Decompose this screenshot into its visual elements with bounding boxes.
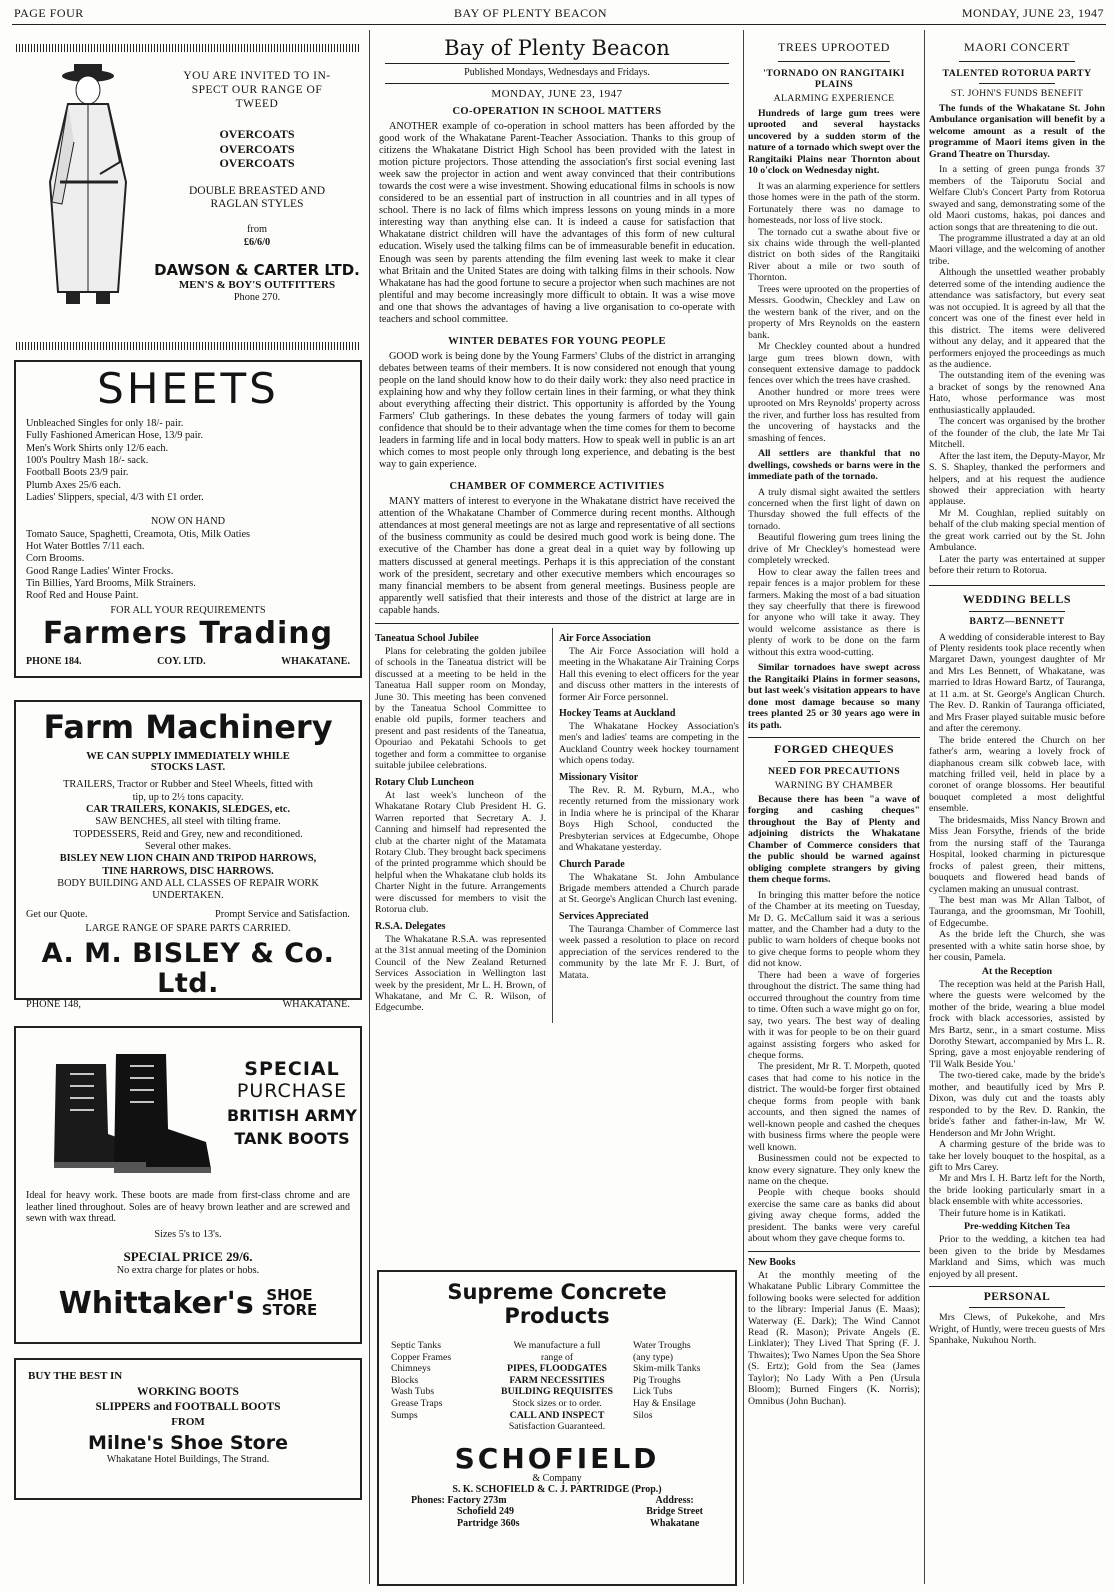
ad-sheets [14,360,362,678]
shoe: SHOE [266,1285,313,1304]
milnes-brand: Milne's Shoe Store [88,1432,288,1454]
company: & Company [532,1472,582,1484]
tweed-invite-1: YOU ARE INVITED TO IN- [183,70,331,82]
page-date: MONDAY, JUNE 23, 1947 [961,6,1104,20]
tweed-invite-2: SPECT OUR RANGE OF [191,83,323,96]
machinery-line: CAR TRAILERS, KONAKIS, SLEDGES, etc. [85,803,291,815]
cheques-para: Businessmen could not be expected to know every signature. They only knew the name on the cheque. [748,1153,920,1187]
buy-best: BUY THE BEST IN [28,1370,123,1382]
maori-para: The programme illustrated a day at an old Maori village, and the welcoming of another tribe. [929,232,1105,267]
books-title: New Books [748,1256,796,1268]
brief-text: The Whakatane St. John Ambulance Brigade members attended a Church parade at St. George's Anglican Church last evening. [559,871,739,906]
farmers-trading-brand: Farmers Trading [42,616,334,652]
overcoats-3: OVERCOATS [219,156,295,171]
product: Chimneys [391,1363,431,1375]
trees-lead: Hundreds of large gum trees were uprooted and several haystacks uncovered by a sudden storm of the nature of a tornado which swept over the Rangitaiki Plains near Thornton about 10 o'clock on Wednesday night. [748,108,920,177]
brief-title: Taneatua School Jubilee [375,632,479,644]
hatch-rule [16,342,360,350]
machinery-line: TOPDESSERS, Reid and Grey, new and reconditioned. [73,828,303,840]
brief-title: Services Appreciated [559,910,649,922]
price: £6/6/0 [243,236,271,248]
mid-line: We manufacture a full [513,1340,601,1352]
mid-line: PIPES, FLOODGATES [507,1363,607,1375]
mid-line: FARM NECESSITIES [509,1374,605,1386]
headline-chamber: CHAMBER OF COMMERCE ACTIVITIES [449,481,665,493]
mid-line: BUILDING REQUISITES [501,1386,613,1398]
purchase: PURCHASE [236,1080,348,1102]
store: STORE [261,1301,318,1320]
product: Skim-milk Tanks [633,1363,701,1375]
brief-title: Rotary Club Luncheon [375,776,474,788]
trees-para: How to clear away the fallen trees and repair fences is a major problem for these farmers. Making the most of a bad situation they say cheerfully that there is firewood for anyone who will take it away. They would welcome assistance as there is plenty of work to be done on the farm without this extra wood-cutting. [748,566,920,658]
boots-sizes: Sizes 5's to 13's. [154,1229,222,1241]
wedding-headline: WEDDING BELLS [962,591,1072,606]
quote: Get our Quote. [26,908,88,920]
supply-line-2: STOCKS LAST. [150,762,226,774]
tweed-invite-3: TWEED [235,97,279,110]
maori-para: Mr M. Coughlan, replied suitably on behalf of the club making special mention of the great work carried out by the St. John Ambulance. [929,507,1105,554]
sheets-item: Unbleached Singles for only 18/- pair. [26,418,184,429]
sheets-item: Men's Work Shirts only 12/6 each. [26,442,169,454]
trees-bold: Similar tornadoes have swept across the Rangitaiki Plains in former seasons, but last week's visitation appears to have done most damage because so many trees planted 25 or 30 years ago were in its path. [748,662,920,731]
trees-para: A truly dismal sight awaited the settlers concerned when the first light of dawn on Thursday showed the full effects of the tornado. [748,486,920,532]
briefs-right [559,628,739,1023]
editorial-date: MONDAY, JUNE 23, 1947 [491,88,623,100]
firm-name: DAWSON & CARTER LTD. [154,260,360,279]
masthead: Bay of Plenty Beacon [444,36,670,60]
milnes-address: Whakatane Hotel Buildings, The Strand. [106,1454,270,1465]
sheets-item: Fully Fashioned American Hose, 13/9 pair. [26,430,204,442]
wedding-para: A wedding of considerable interest to Bay of Plenty residents took place recently when Margaret Dawn, youngest daughter of Mr and Mrs Les Bennett, of Whakatane, was married to Idras Howard Bartz, of Tauranga, at 11 a.m. at St. George's Anglican Church. The Rev. D. Rankin of Tauranga officiated, and Mrs Fraser played suitable music before and after the ceremony. [929,631,1105,735]
hatch-rule [16,44,360,52]
reception-subhead: At the Reception [981,965,1053,977]
product: Sumps [391,1409,418,1421]
style-2: RAGLAN STYLES [210,198,304,211]
machinery-line: SAW BENCHES, all steel with tilting frame. [95,816,281,828]
wedding-para: The bridesmaids, Miss Nancy Brown and Miss Jean Forsythe, friends of the bride from the nursing staff of the Tauranga Hospital, looked charming in picturesque frocks of palest green, their mittens, bouquets and flowered head bands of cyclamen making an unusual contrast. [929,814,1105,895]
special: SPECIAL [244,1058,340,1080]
address-town: Whakatane [649,1517,700,1529]
concrete-title-1: Supreme Concrete [447,1280,667,1304]
maori-para: The concert was organised by the brother of the founder of the club, the late Mr Tai Mitchell. [929,416,1105,451]
column-divider [369,30,370,1584]
whittakers-brand: Whittaker's [58,1285,254,1321]
sheets-item: Hot Water Bottles 7/11 each. [26,541,145,553]
cheques-subhead-2: WARNING BY CHAMBER [774,780,894,792]
machinery-line: TRAILERS, Tractor or Rubber and Steel Wheels, fitted with [63,779,313,791]
machinery-title: Farm Machinery [43,708,333,746]
proprietors: S. K. SCHOFIELD & C. J. PARTRIDGE (Prop.) [452,1483,662,1495]
phone-factory: Phones: Factory 273m [411,1494,507,1506]
cheques-para: The president, Mr R. T. Morpeth, quoted cases that had come to his notice in the district. The would-be forger first obtained cheque forms from people with bank accounts, and then signed the names of well-known people and cashed the cheques with business firms where the people were well known. [748,1061,920,1153]
boots-description: Ideal for heavy work. These boots are made from first-class chrome and are leather lined throughout. Soles are of heavy brown leather and are screwed and sewn with wax thread. [26,1190,350,1225]
brief-text: The Air Force Association will hold a meeting in the Whakatane Air Training Corps Hall this evening to elect officers for the year and discuss other matters in the interests of former Air Force personnel. [559,645,739,703]
product: Wash Tubs [391,1386,435,1398]
article-debates: GOOD work is being done by the Young Farmers' Clubs of the district in arranging debates between teams of their members. It is now considered not enough that young people on the land should know how to do their daily work: they also need practice in explaining how and why they follow certain lines in their farming, or what they think about everything affecting their district. This opportunity is afforded by the Young Farmers' Club gatherings. In these debates the young farmers of today will gain confidence that should be to their advantage when the time comes for them to become leaders in farming life and in local body matters. How to speak well in public is an art which comes to most people only through long experience, and debating is the best way to gain experience. [379,350,735,471]
machinery-line: BODY BUILDING AND ALL CLASSES OF REPAIR WORK [57,877,319,889]
trees-para: Mr Checkley counted about a hundred large gum trees blown down, with consequent extensive damage to paddock fences over which the trees have crashed. [748,341,920,387]
brief-title: Hockey Teams at Auckland [559,708,676,719]
phone-partridge: Partridge 360s [457,1517,520,1529]
spare-parts: LARGE RANGE OF SPARE PARTS CARRIED. [85,922,291,934]
sheets-item: Tin Billies, Yard Brooms, Milk Strainers. [26,578,196,590]
sheets-item: Good Range Ladies' Winter Frocks. [26,565,174,577]
cheques-lead: Because there has been "a wave of forging and cashing cheques" throughout the Bay of Plenty and adjoining districts the Whakatane Chamber of Commerce considers that the public should be warned against obliging complete strangers by giving them cheque forms. [748,794,920,886]
maori-headline: MAORI CONCERT [963,40,1071,54]
supply-line-1: WE CAN SUPPLY IMMEDIATELY WHILE [86,751,290,763]
social-column [929,32,1105,1587]
brief-title: R.S.A. Delegates [375,920,446,932]
wedding-subhead: BARTZ—BENNETT [969,615,1065,627]
bisley-brand: A. M. BISLEY & Co. Ltd. [41,938,335,999]
wedding-para: A charming gesture of the bride was to take her lovely bouquet to the hospital, as a gift to Mrs Carey. [929,1139,1105,1173]
kitchen-tea-subhead: Pre-wedding Kitchen Tea [964,1221,1070,1233]
sheets-item: Roof Red and House Paint. [26,590,139,602]
wedding-para: The two-tiered cake, made by the bride's mother, and beautifully iced by Mrs P. Dixon, was duly cut and the toasts ably responded to by the Rev. D. Rankin, the bride's father and father-in-law, Mr W. Henderson and Mr John Wright. [929,1070,1105,1139]
maori-lead: The funds of the Whakatane St. John Ambulance organisation will benefit by a welcome amount as a result of the programme of Maori items given in the Grand Theatre on Thursday. [929,103,1105,160]
sheets-item: Corn Brooms. [26,553,85,565]
product: (any type) [633,1351,673,1363]
overcoats-1: OVERCOATS [219,127,295,142]
cheques-headline: FORGED CHEQUES [773,742,894,757]
cheques-para: People with cheque books should exercise the same care as banks did about giving away cheque forms, added the president. The banks were very careful about whom they gave cheque forms to. [748,1187,920,1245]
ad-supreme-concrete [377,1270,737,1586]
brief-text: The Whakatane Hockey Association's men's and ladies' teams are competing in the Auckland Country week hockey tournament which opens today. [559,721,739,767]
maori-subhead-2: ST. JOHN'S FUNDS BENEFIT [950,88,1084,99]
sheets-item: Plumb Axes 25/6 each. [26,479,121,491]
trees-para: Trees were uprooted on the properties of Messrs. Goodwin, Checkley and Law on the western bank of the river, and on the property of Mrs Reynolds on the eastern bank. [748,283,920,341]
trees-headline: TREES UPROOTED [777,40,891,54]
wedding-para: Prior to the wedding, a kitchen tea had been given to the bride by Mesdames Markland and Sims, which was much enjoyed by all present. [929,1234,1105,1280]
publication-days: Published Mondays, Wednesdays and Fridays. [464,67,650,78]
wedding-para: The reception was held at the Parish Hall, where the guests were welcomed by the mother of the bride, wearing a blue model frock with black accessories, assisted by Mrs Bartz, senr., in a smart costume. Miss Dorothy Stewart, accompanied by Mrs L. R. Spring, gave a most enjoyable rendering of 'I'll Walk Beside You.' [929,978,1105,1070]
maori-para: Later the party was entertained at supper before their return to Rotorua. [929,553,1105,577]
wedding-para: Mr and Mrs I. H. Bartz left for the North, the bride looking particularly smart in a black ensemble with white accessories. [929,1173,1105,1208]
ad-milnes [14,1358,362,1500]
brief-title: Air Force Association [559,632,651,644]
address-label: Address: [655,1494,694,1506]
product: Pig Troughs [633,1374,681,1386]
article-school: ANOTHER example of co-operation in school matters has been afforded by the good work of the Whakatane Parent-Teacher Association. Thanks to this group of citizens the Whakatane District High School has been provided with the latest in motion picture projectors. Those attending the association's first social evening last week saw the projector in action and went away convinced that their contributions towards the cost were a wise investment. Showing educational films in schools is now considered to be an essential part of instruction in all countries and in all types of school. There is no lack of films which impress lessons on young minds in a more interesting way than anything else can. It is indeed a cause for satisfaction that Whakatane district children will have the advantages of this form of new cultural education. Wisely used the talking films can be of immeasurable benefit in education. Enough was seen by parents attending the film evening last week to make it clear what Britain and the United States are doing with talking films in their schools. Now Whakatane has had the good fortune to secure a projector when such machines are not plentiful and may become increasingly more difficult to obtain. It was a wise move and one that shows the advantages of having a live organisation to co-operate with teachers and school committee. [379,121,735,325]
boots-price: SPECIAL PRICE 29/6. [123,1249,253,1265]
cheques-subhead: NEED FOR PRECAUTIONS [767,766,901,778]
brief-text: Plans for celebrating the golden jubilee of schools in the Taneatua district will be discussed at a meeting to be held in the Taneatua Hall supper room on Monday, June 30. This meeting has been convened by the Taneatua School Committee to enable old pupils, former teachers and present and past residents of the Taneatua, Opouriao and Pekatahi Schools to get together and form a committee to organise suitable jubilee celebrations. [375,645,546,772]
ad-farm-machinery [14,700,362,1010]
man-in-overcoat-illustration [30,62,150,312]
product: Silos [633,1409,653,1421]
working-boots: WORKING BOOTS [137,1386,239,1398]
prompt-service: Prompt Service and Satisfaction. [215,908,350,920]
brief-text: The Tauranga Chamber of Commerce last week passed a resolution to place on record appreciation of the services rendered to the community by the late Mr F. J. Burt, of Matata. [559,923,739,981]
mid-line: Satisfaction Guaranteed. [508,1421,606,1433]
phone: PHONE 148, [26,998,81,1010]
sheets-item: Ladies' Slippers, special, 4/3 with £1 order. [26,492,204,504]
page-header [14,6,1104,24]
article-chamber: MANY matters of interest to everyone in the Whakatane district have received the attention of the Whakatane Chamber of Commerce during recent months. Although attendances at most general meetings are not as large and representative of all sections of the business community as could be desired much good work is being done. The executive of the Chamber has done a great deal in a quiet way by following up matters discussed at general meetings. Perhaps it is this appreciation of the constant work of the president, secretary and other executive members which encourages so many financial members to be absent from general meetings. Business people are apparently well satisfied that their interests and those of the district at large are in capable hands. [379,496,735,616]
trees-para: It was an alarming experience for settlers those homes were in the path of the storm. Fortunately there was no damage to homesteads, nor loss of live stock. [748,180,920,227]
machinery-line: BISLEY NEW LION CHAIN AND TRIPOD HARROWS, [59,853,317,865]
town: WHAKATANE. [282,998,350,1010]
overcoats-2: OVERCOATS [219,141,295,156]
brief-text: At last week's luncheon of the Whakatane Rotary Club President H. G. Warren reported that Secretary A. J. Canning and himself had represented the club at the charter night of the Matamata Rotary Club. They brought back specimens of the printed programme which should be helpful when the Whakatane club holds its Charter Night in the future. Arrangements were discussed for members to visit the Rotorua club. [375,789,546,916]
cheques-para: There had been a wave of forgeries throughout the district. The same thing had occurred throughout the country from time to time. Often such a wave might go on for, say, two years. The best way of dealing with it was for people to be on their guard against assisting forgers who asked for cheque forms. [748,969,920,1061]
phone: PHONE 184. [26,655,82,667]
coy: COY. LTD. [157,655,206,667]
british-army: BRITISH ARMY [226,1106,358,1125]
briefs-left [375,628,546,1023]
product: Water Troughs [633,1340,691,1352]
ads-column [12,32,364,1587]
on-hand: NOW ON HAND [150,516,226,528]
machinery-line: TINE HARROWS, DISC HARROWS. [102,865,274,877]
maori-para: In a setting of green punga fronds 37 members of the Taiporutu Social and Welfare Club's Concert Party from Rotorua swayed and sang, demonstrating some of the old Maori customs, hakas, poi dances and action songs that are threatening to die out. [929,164,1105,233]
ad-tank-boots [14,1026,362,1344]
schofield-brand: SCHOFIELD [454,1441,660,1475]
product: Grease Traps [391,1398,443,1410]
headline-debates: WINTER DEBATES FOR YOUNG PEOPLE [448,335,666,347]
product: Lick Tubs [633,1386,673,1398]
product: Blocks [391,1374,419,1386]
from: FROM [171,1416,205,1428]
mid-line: range of [540,1351,574,1363]
personal-headline: PERSONAL [983,1291,1051,1304]
ad-tweed [12,62,364,332]
mid-line: Stock sizes or to order. [512,1398,602,1410]
maori-subhead: TALENTED ROTORUA PARTY [942,68,1092,79]
paper-name: BAY OF PLENTY BEACON [454,6,608,20]
product: Septic Tanks [391,1340,442,1352]
product: Hay & Ensilage [633,1398,696,1410]
sheets-item: 100's Poultry Mash 18/- sack. [26,455,149,467]
books-text: At the monthly meeting of the Whakatane Public Library Committee the following books were selected for addition to the library: Imperial Janus (E. Maas); Waterway (E. Dark); The Wind Cannot Read (R. Mason); Private Angels (E. Linklater); They Lived That Spring (F. J. Thwaites); Two Names Upon the Sea Shore (S. Ertz); Gold from the Sea (James Taylor); No Lady With a Pen (Ursula Bloom); Burned Fingers (K. Norris); Omnibus (John Buchan). [748,1269,920,1407]
cheques-para: In bringing this matter before the notice of the Chamber at its meeting on Tuesday, Mr D. G. McCallum said it was a serious matter, and the Chamber had a duty to the public to warn holders of cheque books not to give cheque forms to people whom they did not know. [748,889,920,970]
header-rule [12,24,1106,25]
concrete-title-2: Products [504,1304,610,1329]
trees-subhead: 'TORNADO ON RANGITAIKI PLAINS [763,68,905,90]
editorial-column [375,32,739,1587]
machinery-line: Several other makes. [144,840,232,852]
sheets-title: SHEETS [97,364,279,413]
phone: Phone 270. [233,292,281,304]
mid-line: CALL AND INSPECT [509,1409,605,1421]
town: WHAKATANE. [281,655,350,667]
brief-title: Missionary Visitor [559,771,639,783]
sheets-item: Football Boots 23/9 pair. [26,467,129,479]
brief-text: The Whakatane R.S.A. was represented at the 31st annual meeting of the Dominion Council of the New Zealand Returned Services Association in Wellington last week by the president, Mr L. H. Brown, of Whakatane, and Mr C. R. Wilson, of Edgecumbe. [375,933,546,1014]
machinery-line: tip, up to 2½ tons capacity. [132,791,244,803]
wedding-para: The best man was Mr Allan Talbot, of Tauranga, and the groomsman, Mr Toohill, of Edgecumbe. [929,895,1105,929]
trees-para: Another hundred or more trees were uprooted on Mrs Reynolds' property across the river, and further loss has resulted from the uncovering of haystacks and the smashing of fences. [748,386,920,444]
wedding-para: Their future home is in Katikati. [939,1207,1066,1219]
boots-illustration [46,1034,216,1184]
column-divider [924,30,925,1584]
outfitters: MEN'S & BOY'S OUTFITTERS [178,278,336,291]
product: Copper Frames [391,1351,452,1363]
trees-bold: All settlers are thankful that no dwellings, cowsheds or barns were in the immediate path of the tornado. [748,448,920,483]
trees-subhead-2: ALARMING EXPERIENCE [773,93,895,104]
tank-boots: TANK BOOTS [234,1129,350,1148]
sheets-item: Tomato Sauce, Spaghetti, Creamota, Otis, Milk Oaties [26,528,251,540]
slippers-football: SLIPPERS and FOOTBALL BOOTS [95,1401,281,1413]
page-number: PAGE FOUR [14,6,84,20]
phone-schofield: Schofield 249 [457,1506,514,1518]
personal-text: Mrs Clews, of Pukekohe, and Mrs Wright, of Huntly, were treceu guests of Mrs Spanhake, Nukuhou North. [929,1312,1105,1346]
maori-para: Although the unsettled weather probably deterred some of the intending audience the attendance was satisfactory, but every seat was not occupied. It is agreed by all that the concert was one of the finest ever held in this district. The items were delivered without any delay, and it appeared that the performers enjoyed the proceedings as much as the audience. [929,267,1105,370]
brief-title: Church Parade [559,858,625,870]
style-1: DOUBLE BREASTED AND [188,184,326,197]
maori-para: After the last item, the Deputy-Mayor, Mr S. S. Shapley, thanked the performers and helpers, and at his request the audience showed their appreciation with hearty applause. [929,450,1105,508]
wedding-para: The bride entered the Church on her father's arm, wearing a lovely frock of diaphanous cream silk cobweb lace, with matching frilled veil, held in place by a coronet of orange blossoms. Her beautiful bouquet completed a most delightful ensemble. [929,734,1105,815]
headline-school: CO-OPERATION IN SCHOOL MATTERS [452,106,662,117]
trees-para: The tornado cut a swathe about five or six chains wide through the well-planted district on both sides of the Rangitaiki River about a mile or two south of Thornton. [748,226,920,284]
wedding-para: As the bride left the Church, she was presented with a white satin horse shoe, by her cousin, Pamela. [929,929,1105,964]
for-all: FOR ALL YOUR REQUIREMENTS [110,604,266,616]
no-extra: No extra charge for plates or hobs. [116,1265,260,1277]
price-from: from [246,224,267,236]
maori-para: The outstanding item of the evening was a bracket of songs by the renowned Ana Hato, whose performance was most enthusiastically applauded. [929,370,1105,416]
brief-text: The Rev. R. M. Ryburn, M.A., who recently returned from the missionary work in India where he is principal of the Kharar Boys High School, conducted the Presbyterian services at Edgecumbe, Ohope and Whakatane yesterday. [559,784,739,854]
address-street: Bridge Street [646,1506,703,1518]
machinery-line: UNDERTAKEN. [152,890,224,902]
news-column [748,32,920,1587]
trees-para: Beautiful flowering gum trees lining the drive of Mr Checkley's homestead were completely wrecked. [748,532,920,567]
column-divider [743,30,744,1584]
